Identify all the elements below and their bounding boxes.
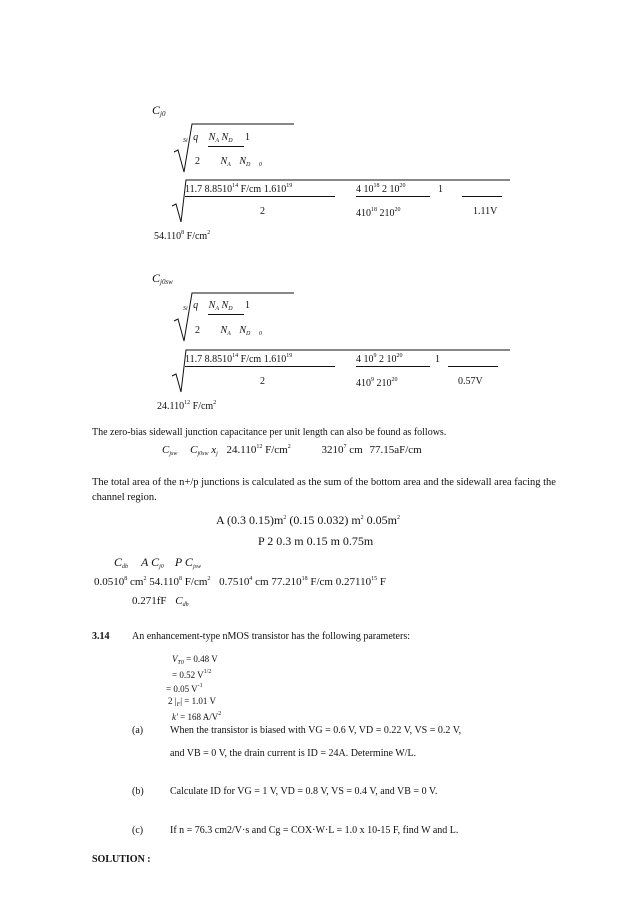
fraction-bar bbox=[185, 196, 335, 197]
cj0sw-denominator: 2 $N_A$ $N_D$ $_0$ bbox=[195, 325, 262, 337]
fraction-bar bbox=[448, 366, 498, 367]
area-paragraph: The total area of the n+/p junctions is calculated as the sum of the bottom area and the sidewall area facing the channel region. bbox=[92, 477, 556, 503]
cj0sw-numeric-numerator: 11.7 8.8510$^{14}$ F/cm 1.610$^{19}$ bbox=[185, 353, 293, 365]
cj0sw-built-in-potential: 0.57V bbox=[458, 376, 483, 387]
cj0sw-result: 24.110$^{12}$ $F/cm^2$ bbox=[157, 400, 217, 412]
solution-heading: SOLUTION : bbox=[92, 854, 151, 865]
problem-number: 3.14 bbox=[92, 631, 110, 642]
cj0-built-in-potential: 1.11V bbox=[473, 206, 498, 217]
perimeter-equation: P 2 0.3 m 0.15 m 0.75m bbox=[258, 534, 374, 548]
part-b-line1: Calculate ID for VG = 1 V, VD = 0.8 V, VS = 0.4 V, and VB = 0 V. bbox=[170, 786, 438, 797]
param-phi-f: 2 $|_F| = 1.01$ V bbox=[168, 696, 216, 708]
fraction-bar bbox=[356, 366, 430, 367]
cj0sw-symbol: $C_{j0sw}$ bbox=[152, 271, 173, 286]
area-equation: A (0.3 $0.15)m^2$ (0.15 0.032) $m^2$ $0.05m^2$ bbox=[216, 513, 401, 527]
part-a-line2: and VB = 0 V, the drain current is ID = 24A. Determine W/L. bbox=[170, 748, 417, 759]
problem-intro: An enhancement-type nMOS transistor has the following parameters: bbox=[132, 631, 410, 642]
part-c-line1: If n = 76.3 cm2/V·s and Cg = COX·W·L = 1.0 x 10-15 F, find W and L. bbox=[170, 825, 459, 836]
param-gamma: = 0.52 $V^{1/2}$ bbox=[172, 669, 212, 680]
sidewall-paragraph: The zero-bias sidewall junction capacitance per unit length can also be found as follows. bbox=[92, 427, 447, 438]
cj0-symbol: $C_{j0}$ bbox=[152, 103, 166, 118]
part-c-label: (c) bbox=[132, 825, 144, 836]
cj0-two: 2 bbox=[260, 206, 265, 217]
cj0-numerator: $_{Si}$ q $N_A$ $N_D$ 1 bbox=[183, 132, 251, 144]
fraction-bar bbox=[185, 366, 335, 367]
part-a-line1: When the transistor is biased with VG = 0.6 V, VD = 0.22 V, VS = 0.2 V, bbox=[170, 725, 462, 736]
fraction-bar bbox=[208, 314, 244, 315]
cj0-conc-numerator: 4 $10^{18}$ 2 $10^{20}$ 1 bbox=[356, 183, 443, 195]
param-lambda: = 0.05 $V^{-1}$ bbox=[166, 683, 203, 694]
cjsw-equation: $C_{jsw}$ $C_{j0sw}$ $x_j$ 24.110$^{12}$ $F/cm^2$ 3210$^7$ cm 77.15aF/cm bbox=[162, 444, 422, 457]
param-vt0: $V_{T0} = 0.48$ V bbox=[172, 654, 218, 666]
part-b-label: (b) bbox=[132, 786, 144, 797]
cdb-definition: $C_{db}$ A $C_{j0}$ P $C_{jsw}$ bbox=[114, 555, 201, 570]
cdb-result: 0.271fF $C_{db}$ bbox=[132, 595, 189, 608]
param-k-prime: k' = 168 $A/V^2$ bbox=[172, 711, 222, 722]
cj0-conc-denominator: $410^{18}$ $210^{20}$ bbox=[356, 207, 401, 219]
fraction-bar bbox=[462, 196, 502, 197]
part-a-label: (a) bbox=[132, 725, 144, 736]
fraction-bar bbox=[208, 146, 244, 147]
fraction-bar bbox=[356, 196, 430, 197]
cdb-numeric: 0.0510$^8$ $cm^2$ 54.110$^8$ $F/cm^2$ 0.7510$^4$ cm 77.210$^{18}$ F/cm 0.27110$^{15}$ F bbox=[94, 576, 386, 588]
cj0sw-numerator: $_{Si}$ q $N_A$ $N_D$ 1 bbox=[183, 300, 251, 312]
cj0sw-conc-denominator: $410^9$ $210^{20}$ bbox=[356, 377, 398, 389]
cj0-result: 54.110$^8$ $F/cm^2$ bbox=[154, 230, 211, 242]
cj0sw-conc-numerator: 4 $10^9$ 2 $10^{20}$ 1 bbox=[356, 353, 440, 365]
cj0-numeric-numerator: 11.7 8.8510$^{14}$ F/cm 1.610$^{19}$ bbox=[185, 183, 293, 195]
cj0-denominator: 2 $N_A$ $N_D$ $_0$ bbox=[195, 156, 262, 168]
cj0sw-two: 2 bbox=[260, 376, 265, 387]
